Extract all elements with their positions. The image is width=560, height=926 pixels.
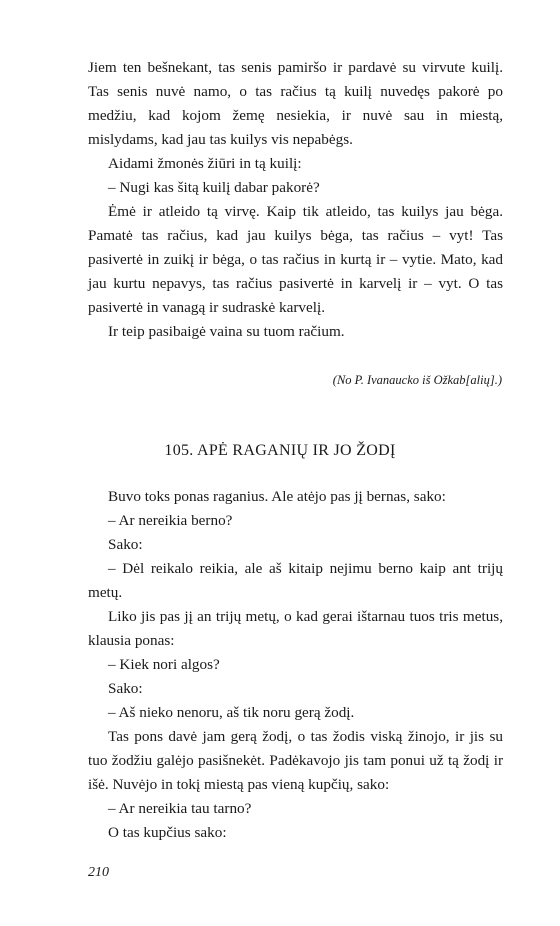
source-attribution: (No P. Ivanaucko iš Ožkab[alių].)	[332, 373, 502, 387]
paragraph: Aidami žmonės žiūri in tą kuilį:	[108, 155, 302, 172]
story-heading: 105. APĖ RAGANIŲ IR JO ŽODĮ	[164, 442, 396, 459]
dialogue-line: – Ar nereikia berno?	[108, 512, 233, 529]
paragraph: Ėmė ir atleido tą virvę. Kaip tik atleido, tas kuilys jau bėga. Pamatė tas račius, kad jau kuilys bėga, tas račius – vyt! Tas pasivertė in zuikį ir bėga, o tas račius in kurtą ir – vytie. Mato, kad jau kurtu nepavys, tas račius pasivertė in karvelį ir – vyt. O tas pasivertė in vanagą ir sudraskė karvelį.	[88, 203, 503, 316]
paragraph: Buvo toks ponas raganius. Ale atėjo pas jį bernas, sako:	[108, 488, 446, 505]
dialogue-line: – Aš nieko nenoru, aš tik noru gerą žodį.	[108, 704, 355, 721]
top-text-block	[88, 56, 503, 344]
paragraph: Tas pons davė jam gerą žodį, o tas žodis viską žinojo, ir jis su tuo žodžiu galėjo pasišnekėt. Padėkavojo jis tam ponui už tą žodį ir išė. Nuvėjo in tokį miestą pas vieną kupčių, sako:	[88, 728, 503, 793]
bottom-text-block	[88, 485, 503, 845]
paragraph: Jiem ten bešnekant, tas senis pamiršo ir pardavė su virvute kuilį. Tas senis nuvė namo, o tas račius tą kuilį nuvedęs pakorė po medžiu, kad kojom žemę nesiekia, ir nuvė sau in miestą, mislydams, kad jau tas kuilys vis nepabėgs.	[88, 59, 503, 148]
paragraph: Ir teip pasibaigė vaina su tuom račium.	[108, 323, 345, 340]
paragraph: Sako:	[108, 536, 143, 553]
paragraph: Liko jis pas jį an trijų metų, o kad gerai ištarnau tuos tris metus, klausia ponas:	[88, 608, 503, 649]
dialogue-line: – Ar nereikia tau tarno?	[108, 800, 252, 817]
dialogue-line: – Kiek nori algos?	[108, 656, 220, 673]
dialogue-line: – Dėl reikalo reikia, ale aš kitaip nejimu berno kaip ant trijų metų.	[88, 560, 503, 601]
dialogue-line: – Nugi kas šitą kuilį dabar pakorė?	[108, 179, 320, 196]
paragraph: O tas kupčius sako:	[108, 824, 227, 841]
page-number: 210	[88, 865, 109, 880]
paragraph: Sako:	[108, 680, 143, 697]
